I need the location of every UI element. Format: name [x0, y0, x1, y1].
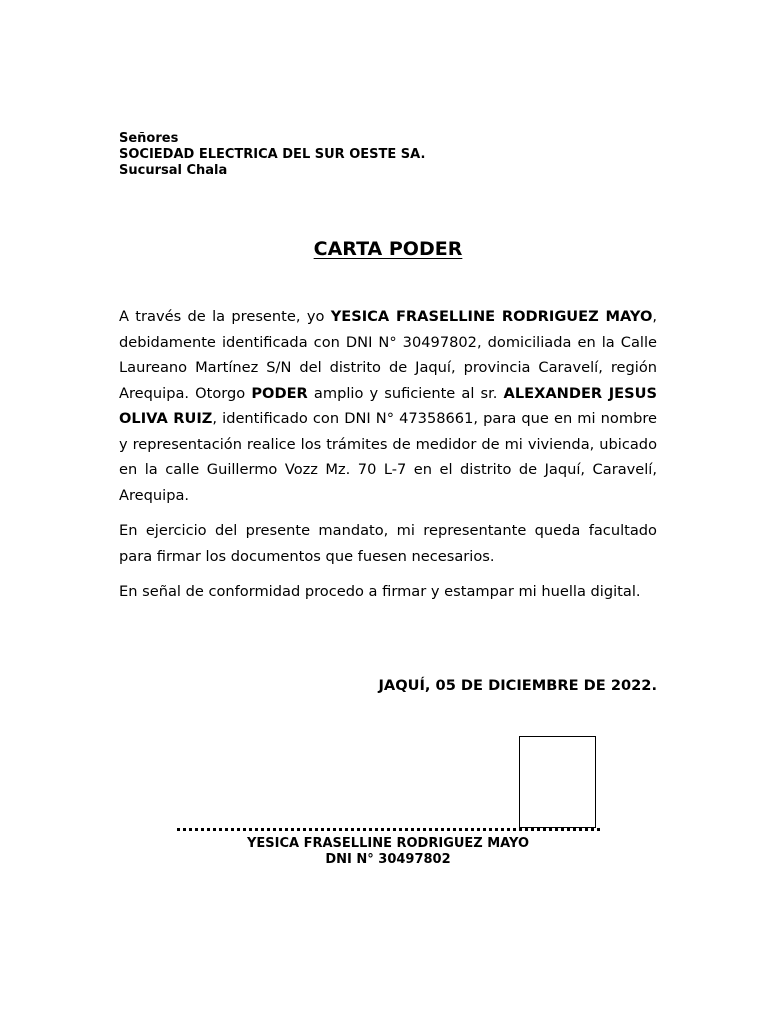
- recipient-company: SOCIEDAD ELECTRICA DEL SUR OESTE SA.: [119, 147, 426, 162]
- poder-keyword: PODER: [251, 384, 308, 402]
- paragraph-conformity-text: En señal de conformidad procedo a firmar y estampar mi huella digital.: [119, 583, 641, 600]
- signer-name: YESICA FRASELLINE RODRIGUEZ MAYO: [246, 836, 530, 851]
- signature-line: [177, 828, 600, 831]
- recipient-greeting: Señores: [119, 131, 179, 146]
- signer-block: [0, 836, 768, 867]
- recipient-branch: Sucursal Chala: [119, 163, 228, 178]
- agent-name: ALEXANDER JESUS OLIVA RUIZ: [119, 384, 657, 427]
- paragraph-conformity: [119, 579, 657, 605]
- fingerprint-box: [519, 736, 596, 828]
- recipient-block: [119, 131, 425, 179]
- paragraph-grant: [119, 304, 657, 508]
- paragraph-text: A través de la presente, yo: [119, 308, 331, 325]
- paragraph-text: , debidamente identificada con DNI N° 30497802, domiciliada en la Calle Laureano Martínez S/N del distrito de Jaquí, provincia Caravelí, región Arequipa. Otorgo: [119, 308, 657, 402]
- date-line: JAQUÍ, 05 DE DICIEMBRE DE 2022.: [378, 677, 657, 694]
- paragraph-text: , identificado con DNI N° 47358661, para que en mi nombre y representación realice los trámites de medidor de mi vivienda, ubicado en la calle Guillermo Vozz Mz. 70 L-7 en el distrito de Jaquí, Caravelí, Arequipa.: [119, 410, 657, 504]
- grantor-name: YESICA FRASELLINE RODRIGUEZ MAYO: [330, 308, 653, 325]
- paragraph-mandate-text: En ejercicio del presente mandato, mi representante queda facultado para firmar los documentos que fuesen necesarios.: [119, 522, 657, 565]
- signer-dni: DNI N° 30497802: [325, 851, 451, 867]
- document-title: CARTA PODER: [313, 238, 463, 260]
- paragraph-mandate: [119, 518, 657, 569]
- paragraph-text: amplio y suficiente al sr.: [307, 384, 504, 402]
